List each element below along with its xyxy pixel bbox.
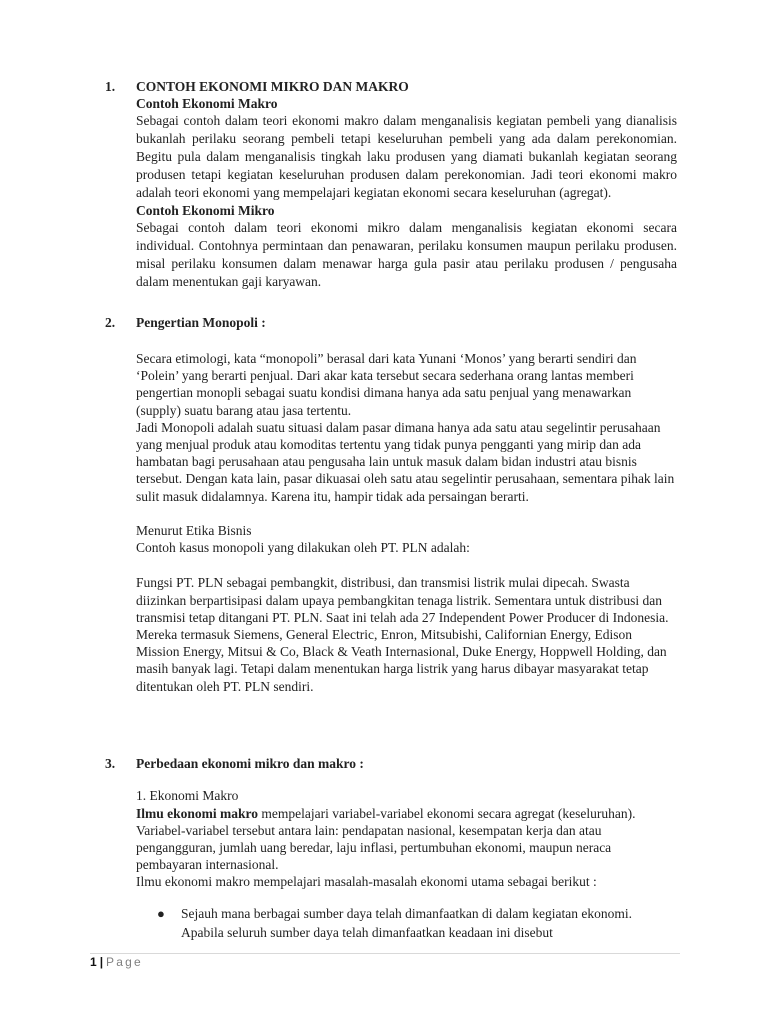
section-title: CONTOH EKONOMI MIKRO DAN MAKRO xyxy=(136,79,409,94)
list-item-text: Sejauh mana berbagai sumber daya telah dimanfaatkan di dalam kegiatan ekonomi. Apabila seluruh sumber daya telah dimanfaatkan keadaan ini disebut xyxy=(181,906,632,941)
paragraph-intro: Ilmu ekonomi makro mempelajari masalah-masalah ekonomi utama sebagai berikut : xyxy=(136,873,597,889)
section-number: 2. xyxy=(105,315,116,330)
section-number: 1. xyxy=(105,79,116,94)
text-etika-bisnis: Menurut Etika Bisnis xyxy=(136,522,252,538)
footer-divider xyxy=(90,953,680,954)
bold-term: Ilmu ekonomi makro xyxy=(136,805,259,821)
section-title: Perbedaan ekonomi mikro dan makro : xyxy=(136,756,364,771)
paragraph-definisi: Jadi Monopoli adalah suatu situasi dalam pasar dimana hanya ada satu atau segelintir perusahaan yang menjual produk atau komoditas tertentu yang tidak punya pengganti yang mirip dan ada hambatan bagi perusahaan atau pengusaha lain untuk masuk dalam bidan industri atau bisnis tersebut. Dengan kata lain, pasar dikuasai oleh satu atau segelintir perusahaan, sementara pihak lain sulit masuk didalamnya. Karena itu, hampir tidak ada persaingan berarti. xyxy=(136,419,675,504)
section-number: 3. xyxy=(105,756,116,771)
definition-text: mempelajari variabel-variabel ekonomi secara agregat (keseluruhan). Variabel-variabel tersebut antara lain: pendapatan nasional, kesempatan kerja dan atau pengangguran, jumlah uang beredar, laju inflasi, pertumbuhan ekonomi, maupun neraca pembayaran internasional. xyxy=(136,805,636,873)
paragraph-mikro: Sebagai contoh dalam teori ekonomi mikro dalam menganalisis kegiatan ekonomi secara individual. Contohnya permintaan dan penawaran, perilaku konsumen maupun perilaku produsen. misal perilaku konsumen dalam menawar harga gula pasir atau perilaku produsen / pengusaha dalam menentukan gaji karyawan. xyxy=(136,220,677,289)
paragraph-pln: Fungsi PT. PLN sebagai pembangkit, distribusi, dan transmisi listrik mulai dipecah. Swasta diizinkan berpartisipasi dalam upaya pembangkitan tenaga listrik. Sementara untuk distribusi dan transmisi tetap ditangani PT. PLN. Saat ini telah ada 27 Independent Power Producer di Indonesia. Mereka termasuk Siemens, General Electric, Enron, Mitsubishi, Californian Energy, Edison Mission Energy, Mitsui & Co, Black & Veath Internasional, Duke Energy, Hoppwell Holding, dan masih banyak lagi. Tetapi dalam menentukan harga listrik yang harus dibayar masyarakat tetap ditentukan oleh PT. PLN sendiri. xyxy=(136,575,669,694)
section-3 xyxy=(105,756,677,942)
list-item xyxy=(136,904,677,942)
text-contoh-kasus: Contoh kasus monopoli yang dilakukan oleh PT. PLN adalah: xyxy=(136,539,470,555)
section-title: Pengertian Monopoli : xyxy=(136,315,266,330)
page-footer xyxy=(90,955,143,969)
footer-separator: | xyxy=(99,955,104,969)
section-1 xyxy=(105,79,677,291)
paragraph-etimologi: Secara etimologi, kata “monopoli” berasal dari kata Yunani ‘Monos’ yang berarti sendiri dan ‘Polein’ yang berarti penjual. Dari akar kata tersebut secara sederhana orang lantas memberi pengertian monopli sebagai suatu kondisi dimana hanya ada satu penjual yang menawarkan (supply) suatu barang atau jasa tertentu. xyxy=(136,351,637,418)
paragraph-makro: Sebagai contoh dalam teori ekonomi makro dalam menganalisis kegiatan pembeli yang dianalisis bukanlah perilaku seorang pembeli tetapi keseluruhan pembeli yang ada dalam perekonomian. Begitu pula dalam menganalisis tingkah laku produsen yang diamati bukanlah kegiatan seorang produsen tetapi kegiatan keseluruhan produsen dalam perekonomian. Jadi teori ekonomi makro adalah teori ekonomi yang mempelajari kegiatan ekonomi secara keseluruhan (agregat). xyxy=(136,113,677,200)
page-number: 1 xyxy=(90,955,97,969)
section-2 xyxy=(105,315,677,695)
page-label: Page xyxy=(106,955,143,969)
subheading-ekonomi-makro: 1. Ekonomi Makro xyxy=(136,788,239,803)
paragraph-makro-definisi xyxy=(136,805,677,874)
subheading-mikro: Contoh Ekonomi Mikro xyxy=(136,203,275,218)
subheading-makro: Contoh Ekonomi Makro xyxy=(136,96,278,111)
bullet-list xyxy=(136,904,677,942)
bullet-icon: ● xyxy=(157,906,165,922)
